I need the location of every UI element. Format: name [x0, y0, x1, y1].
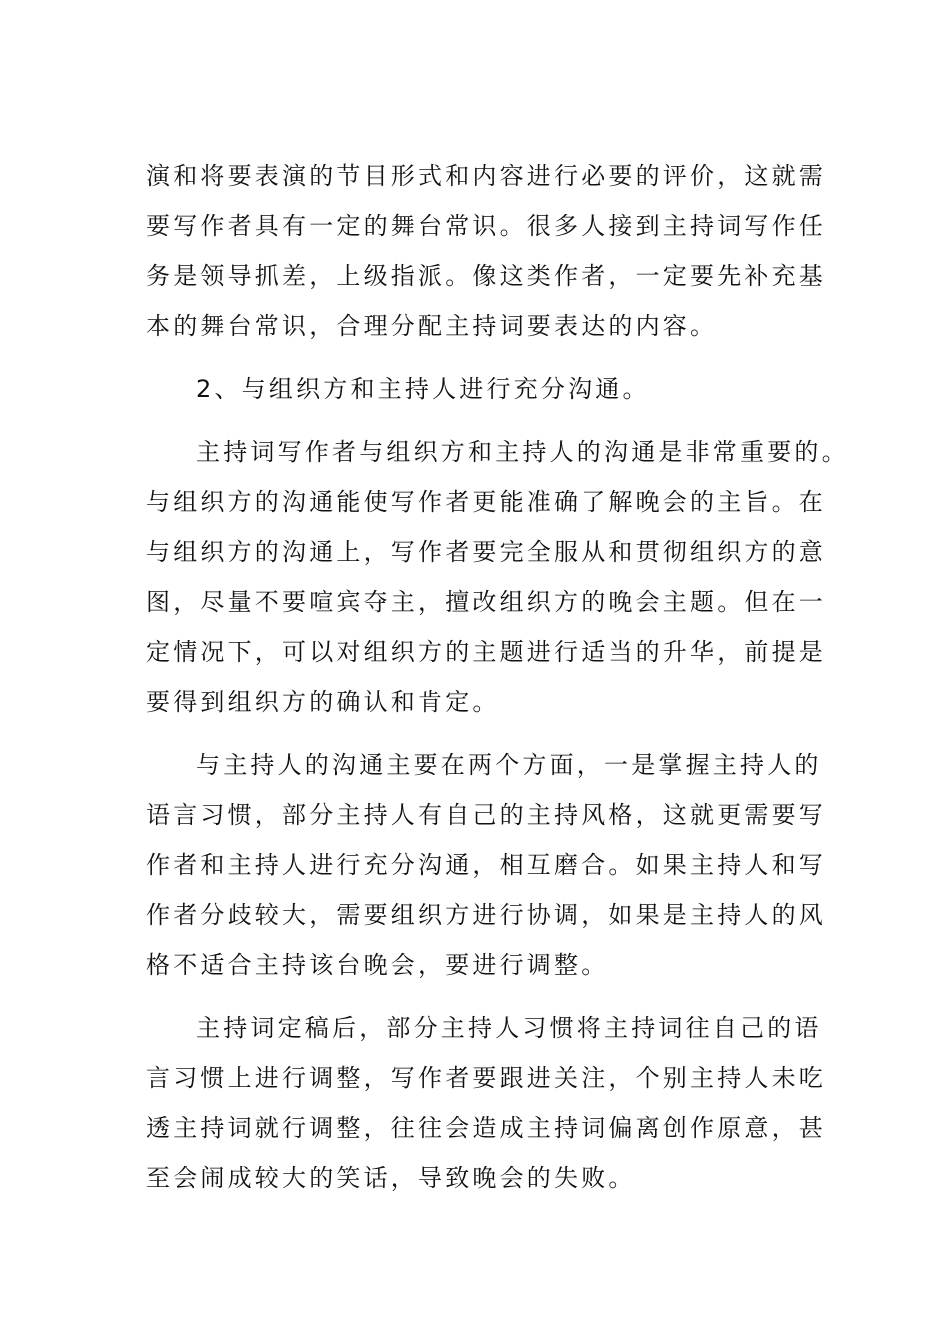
- text-line: 演和将要表演的节目形式和内容进行必要的评价，这就需: [146, 162, 826, 190]
- text-line: 与组织方的沟通能使写作者更能准确了解晚会的主旨。在: [146, 488, 826, 516]
- text-line: 至会闹成较大的笑话，导致晚会的失败。: [146, 1164, 636, 1192]
- text-line: 主持词写作者与组织方和主持人的沟通是非常重要的。: [196, 438, 849, 466]
- text-line: 作者分歧较大，需要组织方进行协调，如果是主持人的风: [146, 901, 826, 929]
- text-line: 格不适合主持该台晚会，要进行调整。: [146, 951, 609, 979]
- text-line: 务是领导抓差，上级指派。像这类作者，一定要先补充基: [146, 262, 826, 290]
- text-line: 本的舞台常识，合理分配主持词要表达的内容。: [146, 312, 718, 340]
- text-line: 主持词定稿后，部分主持人习惯将主持词往自己的语: [196, 1014, 822, 1042]
- text-line: 要得到组织方的确认和肯定。: [146, 688, 500, 716]
- text-line: 要写作者具有一定的舞台常识。很多人接到主持词写作任: [146, 212, 826, 240]
- text-line: 图，尽量不要喧宾夺主，擅改组织方的晚会主题。但在一: [146, 588, 826, 616]
- text-line: 定情况下，可以对组织方的主题进行适当的升华，前提是: [146, 638, 826, 666]
- text-line: 透主持词就行调整，往往会造成主持词偏离创作原意，甚: [146, 1114, 826, 1142]
- text-line: 与组织方的沟通上，写作者要完全服从和贯彻组织方的意: [146, 538, 826, 566]
- section-heading: 2、与组织方和主持人进行充分沟通。: [196, 375, 650, 403]
- text-line: 语言习惯，部分主持人有自己的主持风格，这就更需要写: [146, 801, 826, 829]
- text-line: 作者和主持人进行充分沟通，相互磨合。如果主持人和写: [146, 851, 826, 879]
- text-line: 言习惯上进行调整，写作者要跟进关注，个别主持人未吃: [146, 1064, 826, 1092]
- text-line: 与主持人的沟通主要在两个方面，一是掌握主持人的: [196, 751, 822, 779]
